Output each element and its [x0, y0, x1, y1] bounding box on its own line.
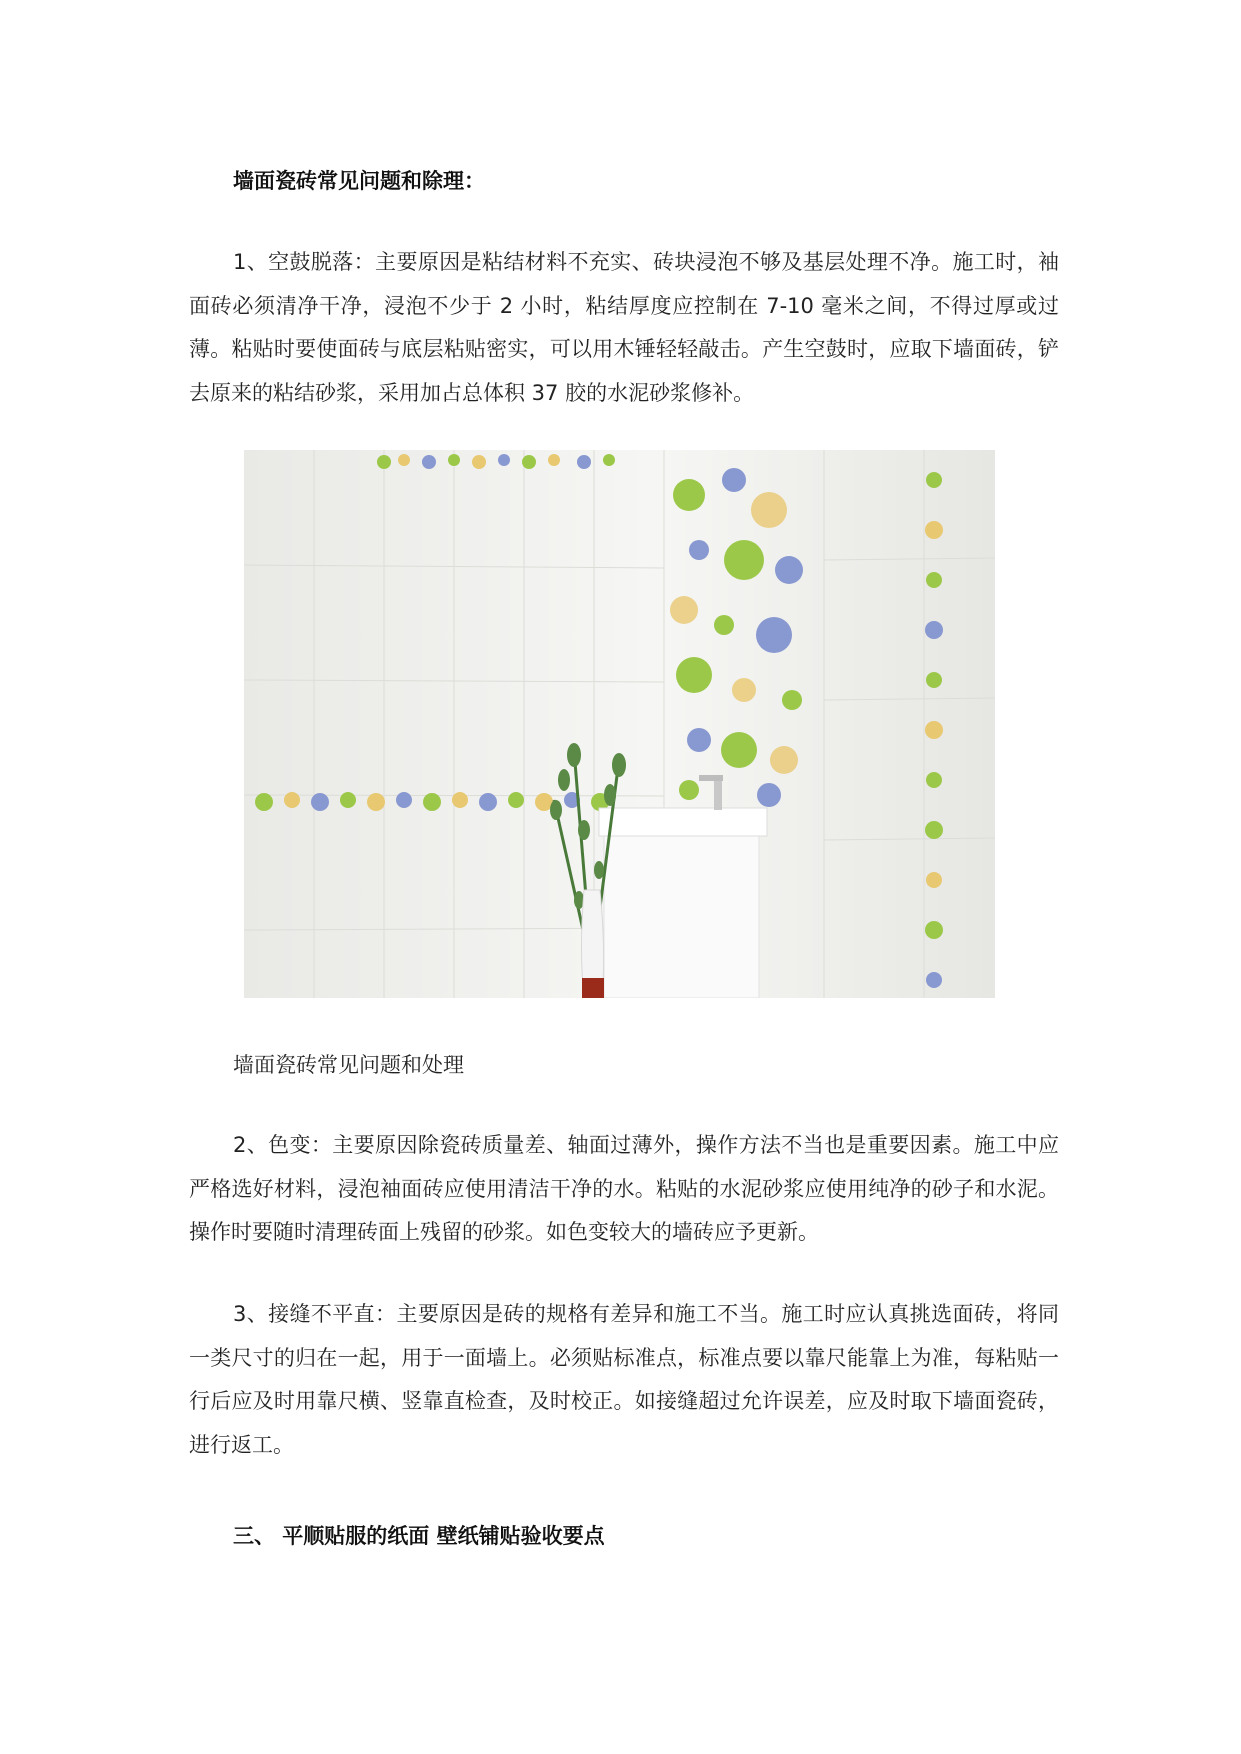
paragraph-color-change: 2、色变：主要原因除瓷砖质量差、轴面过薄外，操作方法不当也是重要因素。施工中应严格选好材料，浸泡袖面砖应使用清洁干净的水。粘贴的水泥砂浆应使用纯净的砂子和水泥。操作时要随时清理砖面上残留的砂浆。如色变较大的墙砖应予更新。 — [189, 1133, 1059, 1244]
section-heading: 墙面瓷砖常见问题和除理： — [233, 169, 485, 193]
figure-caption: 墙面瓷砖常见问题和处理 — [233, 1053, 464, 1077]
bathroom-tile-photo — [244, 450, 995, 998]
section-heading-three: 三、 平顺贴服的纸面 壁纸铺贴验收要点 — [233, 1524, 605, 1548]
paragraph-hollow-drumming: 1、空鼓脱落：主要原因是粘结材料不充实、砖块浸泡不够及基层处理不净。施工时，袖面砖必须清净干净，浸泡不少于 2 小时，粘结厚度应控制在 7-10 毫米之间，不得过厚或过薄。粘贴时要使面砖与底层粘贴密实，可以用木锤轻轻敲击。产生空鼓时，应取下墙面砖，铲去原来的粘结砂浆，采用加占总体积 37 胶的水泥砂浆修补。 — [189, 250, 1059, 405]
paragraph-joint-alignment: 3、接缝不平直：主要原因是砖的规格有差异和施工不当。施工时应认真挑选面砖，将同一类尺寸的归在一起，用于一面墙上。必须贴标准点，标准点要以靠尺能靠上为准，每粘贴一行后应及时用靠尺横、竖靠直检查，及时校正。如接缝超过允许误差，应及时取下墙面瓷砖，进行返工。 — [189, 1302, 1059, 1457]
